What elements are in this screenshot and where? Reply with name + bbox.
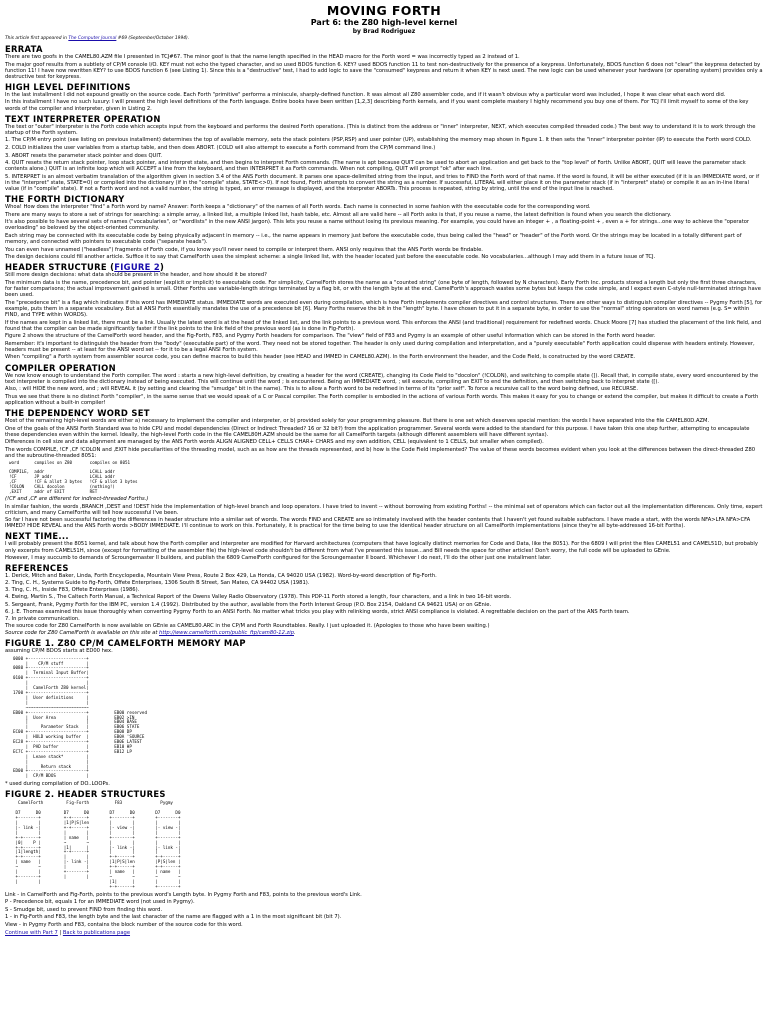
header-para-7: When "compiling" a Forth system from assembler source code, you can define macros to build this header (see HEAD and IMMED in CAMEL80.AZM). In the Forth environment the header, and the Code Field, is constructed by the word CREATE. <box>5 354 636 361</box>
compiler-para-2: Also, : will HIDE the new word, and ; will REVEAL it (by setting and clearing the "smudge" bit in the name). This is to allow a Forth word to be redefined in terms of its "prior self". To force a recursive call to the word being defined, use RECURSE. <box>5 386 638 393</box>
header-para-6: Remember: it's important to distinguish the header from the "body" (executable part) of the word. They need not be stored together. The header is only used during compilation and interpretation, and a "purely executable" Forth application could dispense with headers entirely. However, headers must be present -- at least for the ANSI word set -- for it to be a legal ANSI Forth system. <box>5 340 755 353</box>
compiler-heading: COMPILER OPERATION <box>5 362 116 373</box>
next-time-para-2: However, I may succumb to demands of Scroungemaster II builders, and publish the 6809 CamelForth configured for the Scroungemaster II board. Whichever I do next, I'll do the other just one installment later. <box>5 555 552 562</box>
text-interp-para-1: The text or "outer" interpreter is the Forth code which accepts input from the keyboard and performs the desired Forth operations. (This is distinct from the address or "inner" interpreter, NEXT, which executes compiled threaded code.) The best way to understand it is to work through the startup of the Forth system. <box>5 123 756 136</box>
figure1-footnote: * used during compilation of DO..LOOPs. <box>5 781 110 788</box>
header-para-5: Figure 2 shows the structure of the CamelForth word header, and the Fig-Forth, F83, and Pygmy Forth headers for comparison. The "view" field of F83 and Pygmy is an example of other useful information which can be stored in the Forth word header. <box>5 333 656 340</box>
footer-nav <box>5 930 763 936</box>
byline: by Brad Rodriguez <box>352 28 416 35</box>
legend-smudge: S - Smudge bit, used to prevent FIND from finding this word. <box>5 906 163 913</box>
source-note-text: Source code for Z80 CamelForth is available on this site at <box>5 629 160 636</box>
figure1-caption: assuming CP/M BDOS starts at ED00 hex. <box>5 648 113 655</box>
legend-precedence: P - Precedence bit, equals 1 for an IMMEDIATE word (not used in Pygmy). <box>5 899 195 906</box>
reference-item: 1. Derick, Mitch and Baker, Linda, Forth Encyclopedia, Mountain View Press, Route 2 Box 429, La Honda, CA 94020 USA (1982). Word-by-word description of Fig-Forth. <box>5 573 437 580</box>
memory-map-diagram <box>9 656 763 781</box>
legend-link: Link - in CamelForth and Fig-Forth, points to the previous word's Length byte. In Pygmy Forth and F83, points to the previous word's Link. <box>5 891 362 898</box>
page <box>5 3 763 936</box>
references-heading: REFERENCES <box>5 563 69 574</box>
figure2-heading: FIGURE 2. HEADER STRUCTURES <box>5 789 166 800</box>
cf-note: (!CF and ,CF are different for indirect-threaded Forths.) <box>5 495 149 502</box>
user-area-map: EB00 reserved EB02 >IN EB04 BASE EB06 STATE EB08 DP EB0A 'SOURCE EB0E LATEST EB10 HP EB12 LP <box>114 709 147 754</box>
source-note-tail: . <box>294 629 296 636</box>
reference-item: 4. Ewing, Martin S., The Caltech Forth Manual, a Technical Report of the Owens Valley Radio Observatory (1978). This PDP-11 Forth stored a length, four characters, and a link in two 16-bit words. <box>5 594 512 601</box>
header-para-4: If the names are kept in a linked list, there must be a link. Usually the latest word is at the head of the linked list, and the link points to a previous word. This enforces the ANSI (and traditional) requirement for redefined words. Chuck Moore [7] has studied the placement of the link field, and found that the compiler can be made significantly faster if the link points to the link field of the previous word (as is done in Fig-Forth). <box>5 319 762 332</box>
figure2-link[interactable]: FIGURE 2 <box>114 262 161 273</box>
dictionary-heading: THE FORTH DICTIONARY <box>5 194 125 205</box>
cf-table-row: !CF JP addr LCALL addr <box>9 474 115 480</box>
legend-one: 1 - in Fig-Forth and F83, the length byte and the last character of the name are flagged with a 1 in the most significant bit (bit 7). <box>5 914 342 921</box>
pygmy-header: Pygmy D7 D0 +--------+ | | |- view -| | | +--------+ | | |- link -| | | +-+------+ |P|S|len | +-+------+ | name | ~ ~ | | +--------+ <box>155 800 181 889</box>
hl-defs-para-1: In the last installment I did not expound greatly on the source code. Each Forth "primitive" performs a miniscule, sharply-defined function. It was almost all Z80 assembler code, and if it wasn't obvious why a particular word was included, I hope it was clear what each word did. <box>5 91 726 98</box>
hl-defs-heading: HIGH LEVEL DEFINITIONS <box>5 81 131 92</box>
reference-item: 5. Sergeant, Frank, Pygmy Forth for the IBM PC, version 1.4 (1992). Distributed by the author, available from the Forth Interest Group (P.O. Box 2154, Oakland CA 94621 USA) or on GEnie. <box>5 601 492 608</box>
reference-item: 7. In private communication. <box>5 615 80 622</box>
cf-table <box>9 461 763 495</box>
f83-header: F83 D7 D0 +--------+ | | |- view -| | | +--------+ | | |- link -| | | +-+------+ |1|P|S|len +-+------+ | name | ~ ~ |1| | +-+------+ <box>109 800 135 889</box>
header-para-1: Still more design decisions: what data should be present in the header, and how should it be stored? <box>5 272 267 279</box>
cf-table-row: ,EXIT addr of EXIT RET <box>9 489 98 495</box>
reference-item: 6. J. E. Thomas examined this issue thoroughly when converting Pygmy Forth to an ANSI Forth. No matter what tricks you play with relinking words, strict ANSI compliance is violated. A regrettable decision on the part of the ANS Forth team. <box>5 608 630 615</box>
source-zip-link[interactable]: http://www.camelforth.com/public_ftp/cam80-12.zip <box>159 629 294 636</box>
text-interp-para-4: 3. ABORT resets the parameter stack pointer and does QUIT. <box>5 152 163 159</box>
cf-table-row: ,CF !CF & allot 3 bytes !CF & allot 3 bytes <box>9 479 138 485</box>
legend-view: View - in Pygmy Forth and F83, contains the block number of the source code for this word. <box>5 922 243 929</box>
source-note <box>5 630 763 636</box>
continue-part7-link[interactable]: Continue with Part 7 <box>5 929 58 936</box>
figure1-heading: FIGURE 1. Z80 CP/M CAMELFORTH MEMORY MAP <box>5 638 246 649</box>
text-interp-para-3: 2. COLD initializes the user variables from a startup table, and then does ABORT. (COLD will also attempt to execute a Forth command from the CP/M command line.) <box>5 144 436 151</box>
dependency-para-3: Differences in cell size and data alignment are managed by the ANS Forth words ALIGN ALIGNED CELL+ CELLS CHAR+ CHARS and my own addition, CELL (equivalent to 1 CELLS, but smaller when compiled). <box>5 439 544 446</box>
header-para-3: The "precedence bit" is a flag which indicates if this word has IMMEDIATE status. IMMEDIATE words are executed even during compilation, which is how Forth implements compiler directives and control structures. There are other ways to distinguish compiler directives -- Pygmy Forth [5], for example, puts them in a separate vocabulary. But all ANSI Forth essentially mandates the use of a precedence bit [6]. Many Forths reserve the bit in the "length" byte. I have chosen to put it in a separate byte, in order to use the "normal" string operators on word names (e.g. S= within FIND, and TYPE within WORDS). <box>5 299 763 318</box>
hl-defs-para-2: In this installment I have no such luxury: I will present the high level definitions of the Forth language. Entire books have been written [1,2,3] describing Forth kernels, and if you want complete mastery I highly recommend you buy one of them. For TCJ I'll limit myself to some of the key words of the compiler and interpreter, given in Listing 2. <box>5 99 749 112</box>
next-time-para-1: I will probably present the 8051 kernel, and talk about how the Forth compiler and interpreter are modified for Harvard architectures (computers that have logically distinct memories for Code and Data, like the 8051). For the 6809 I will print the files CAMEL51 and CAMEL51D, but probably only excerpts from CAMEL51H, since (except for formatting of the assembler file) the high-level code shouldn't be different from what I've presented this issue...and Bill needs the space for other articles! Don't worry, the full code will be uploaded to GEnie. <box>5 541 758 554</box>
dependency-para-4: The words COMPILE, !CF ,CF !COLON and ,EXIT hide peculiarities of the threading model, such as as how are the threads represented, and b) how is the Code Field implemented? The value of these words becomes evident when you look at the differences between the direct-threaded Z80 and the subroutine-threaded 8051: <box>5 446 756 459</box>
dependency-para-6: So far I have not been successful factoring the differences in header structure into a similar set of words. The words FIND and CREATE are so intimately involved with the header contents that I haven't yet found suitable subfactors. I have made a start, with the words NFA>LFA NFA>CFA IMMED? HIDE REVEAL and the ANS Forth words >BODY IMMEDIATE. I'll continue to work on this. Fortunately, it is practical for the time being to use the identical header structure on all CamelForth implementations (since they're all byte-addressed 16-bit Forths). <box>5 517 751 530</box>
cf-table-row: !COLON CALL docolon (nothing!) <box>9 484 115 490</box>
dictionary-para-1: Whoa! How does the interpreter "find" a Forth word by name? Answer: Forth keeps a "dictionary" of the names of all Forth words. Each name is connected in some fashion with the executable code for the corresponding word. <box>5 204 591 211</box>
origin-note-text: This article first appeared in <box>5 36 69 41</box>
dictionary-para-5: You can even have unnamed ("headless") fragments of Forth code, if you know you'll never need to compile or interpret them. ANSI only requires that the ANS Forth words be findable. <box>5 246 483 253</box>
dictionary-para-4: Each string may be connected with its executable code by being physically adjacent in memory -- i.e., the name appears in memory just before the executable code, thus being called the "head" or "header" of the Forth word. Or the strings may be located in a totally different part of memory, and connected with pointers to executable code ("separate heads"). <box>5 232 742 246</box>
camelforth-header: CamelForth D7 D0 +--------+ | | |- link -| | | +-+------+ |0| P | +-+------+ |1|length| +-+------+ | name | ~ ~ | | +--------+ | | <box>15 800 44 884</box>
page-subtitle: Part 6: the Z80 high-level kernel <box>310 18 458 27</box>
dictionary-para-2: There are many ways to store a set of strings for searching: a simple array, a linked list, a multiple linked list, hash table, etc. Almost all are valid here -- all Forth asks is that, if you reuse a name, the latest definition is found when you search the dictionary. <box>5 211 672 218</box>
dictionary-para-3: It's also possible to have several sets of names ("vocabularies", or "wordlists" in the new ANSI jargon). This lets you reuse a name without losing its previous meaning. For example, you could have an integer + , a floating-point + , even a + for strings...one way to achieve the "operator overloading" so beloved by the object-oriented community. <box>5 219 750 232</box>
cf-table-row: COMPILE, addr LCALL addr <box>9 469 115 475</box>
footer-separator: | <box>57 929 63 936</box>
figforth-header: Fig-Forth D7 D0 +-+------+ |1|P|S|len +-+------+ | | | name | ~ ~ |1| | +-+------+ | | |- link -| | | +--------+ | | <box>63 800 89 879</box>
errata-heading: ERRATA <box>5 44 43 54</box>
dependency-para-5: In similar fashion, the words ,BRANCH ,DEST and !DEST hide the implementation of high-level branch and loop operators. I have tried to invent -- without borrowing from existing Forths! -- the minimal set of operators which can factor out all the implementation differences. Only time, expert criticism, and many CamelForths will tell how successful I've been. <box>5 503 763 516</box>
origin-note-tail: #69 (September/October 1994). <box>116 36 190 41</box>
text-interp-para-6: 5. INTERPRET is an almost verbatim translation of the algorithm given in section 3.4 of the ANS Forth document. It parses one space-delimited string from the input, and tries to FIND the Forth word of that name. If the word is found, it will be either executed (if it is an IMMEDIATE word, or if in the "interpret" state, STATE=0) or compiled into the dictionary (if in the "compile" state, STATE<>0). If not found, Forth attempts to convert the string as a number. If successful, LITERAL will either place it on the parameter stack (if in "interpret" state) or compile it as an in-line literal value (if in "compile" state). If not a Forth word and not a valid number, the string is typed, an error message is displayed, and the interpreter ABORTs. This process is repeated, string by string, until the end of the input line is reached. <box>5 173 760 192</box>
header-structure-heading <box>5 262 763 272</box>
tcj-link[interactable]: The Computer Journal <box>68 36 117 41</box>
header-structures-diagram <box>9 800 763 890</box>
header-para-2: The minimum data is the name, precedence bit, and pointer (explicit or implicit) to executable code. For simplicity, CamelForth stores the name as a "counted string" (one byte of length, followed by N characters). Early Forth Inc. products stored a length but only the first three characters, for faster comparisons; the actual improvement gained is small. Other Forths use variable-length strings terminated by a flag bit, or with the length byte at the end. CamelForth's approach wastes some bytes but keeps the code simple, and I expect even C-style null-terminated strings have been used. <box>5 279 761 299</box>
errata-para-2: The major goof results from a subtlety of CP/M console I/O. KEY must not echo the typed character, and so used BDOS function 6. KEY? used BDOS function 11 to test non-destructively for the presence of a keypress. Unfortunately, BDOS function 6 does not "clear" the keypress detected by function 11! I have now rewritten KEY? to use BDOS function 6 (see Listing 1). Since this is a "destructive" test, I had to add logic to save the "consumed" keypress and return it when KEY is next used. The new logic can be used whenever your hardware (or operating system) provides only a destructive test for keypress. <box>5 61 763 80</box>
dictionary-para-6: The design decisions could fill another article. Suffice it to say that CamelForth uses the simplest scheme: a single linked list, with the header located just before the executable code. No vocabularies...although I may add them in a future issue of TCJ. <box>5 254 656 261</box>
back-to-publications-link[interactable]: Back to publications page <box>62 929 131 936</box>
dependency-para-2: One of the goals of the ANSI Forth Standard was to hide CPU and model dependencies (Direct or Indirect Threaded? 16 or 32 bit?) from the application programmer. Several words were added to the standard for this purpose. I have taken this one step further, attempting to encapsulate these dependencies even within the kernel. Ideally, the high-level Forth code in the file CAMEL80H.AZM should be the same for all CamelForth targets (although different assemblers will have different syntax). <box>5 425 750 438</box>
memory-map-blocks: 0000 +-----------------------+ | CP/M stuff | 0080 +-----------------------+ | Terminal Input Buffer| 0100 +-----------------------+ | | | CamelForth Z80 kernel| 1700 +-----------------------+ | User definitions | | | ~~~~~~~~~~~~~~~~~~~~~~~~~ EB00 +-----------------------+ | User Area | | | | Parameter Stack | EC00 +-----------------------+ | HOLD working buffer | EC28 +-----------------------+ | PAD buffer | EC7C +-----------------------+ | Leave stack* | | | | Return stack | ED00 +-----------------------+ | CP/M BDOS | <box>13 655 89 779</box>
header-heading-tail: ) <box>160 262 165 273</box>
compiler-para-1: We now know enough to understand the Forth compiler. The word : starts a new high-level definition, by creating a header for the word (CREATE), changing its Code Field to "docolon" (!COLON), and switching to compile state (]). Recall that, in compile state, every word encountered by the text interpreter is compiled into the dictionary instead of being executed. This will continue until the word ; is encountered. Being an IMMEDIATE word, ; will execute, compiling an EXIT to end the definition, and then switching back to interpret state ([). <box>5 372 759 385</box>
origin-note <box>5 36 763 42</box>
cf-table-row: word compiles on Z80 compiles on 8051 <box>9 459 131 465</box>
text-interp-para-2: 1. The CP/M entry point (see listing on previous installment) determines the top of available memory, sets the stack pointers (PSP,RSP) and user pointer (UP), establishing the memory map shown in Figure 1. It then sets the "inner" interpreter pointer (IP) to execute the Forth word COLD. <box>5 137 752 144</box>
reference-item: 2. Ting, C. H., Systems Guide to fig-Forth, Offete Enterprises, 1306 South B Street, San Mateo, CA 94402 USA (1981). <box>5 580 310 587</box>
reference-item: The source code for Z80 CamelForth is now available on GEnie as CAMEL80.ARC in the CP/M and Forth Roundtables. Really. I just uploaded it. (Apologies to those who have been waiting.) <box>5 622 490 629</box>
header-heading-text: HEADER STRUCTURE ( <box>5 262 115 273</box>
reference-item: 3. Ting, C. H., Inside F83, Offete Enterprises (1986). <box>5 587 140 594</box>
errata-para-1: There are two goofs in the CAMEL80.AZM file I presented in TCJ#67. The minor goof is that the name length specified in the HEAD macro for the Forth word = was incorrectly typed as 2 instead of 1. <box>5 54 520 60</box>
text-interp-heading: TEXT INTERPRETER OPERATION <box>5 113 161 124</box>
dependency-para-1: Most of the remaining high-level words are either a) necessary to implement the compiler and interpreter, or b) provided solely for your programming pleasure. But there is one set which deserves special mention: the words I have separated into the file CAMEL80D.AZM. <box>5 418 710 425</box>
dependency-heading: THE DEPENDENCY WORD SET <box>5 408 150 419</box>
page-title: MOVING FORTH <box>326 3 442 18</box>
text-interp-para-5: 4. QUIT resets the return stack pointer, loop stack pointer, and interpret state, and then begins to interpret Forth commands. (The name is apt because QUIT can be used to abort an application and get back to the "top level" of Forth. Unlike ABORT, QUIT will leave the parameter stack contents alone.) QUIT is an infinite loop which will ACCEPT a line from the keyboard, and then INTERPRET it as Forth commands. When not compiling, QUIT will prompt "ok" after each line. <box>5 160 746 173</box>
compiler-para-3: Thus we see that there is no distinct Forth "compiler", in the same sense that we would speak of a C or Pascal compiler. The Forth compiler is embodied in the actions of various Forth words. This makes it easy for you to change or extend the compiler, but makes it difficult to create a Forth application without a built-in compiler! <box>5 393 759 406</box>
next-time-heading: NEXT TIME... <box>5 531 69 542</box>
